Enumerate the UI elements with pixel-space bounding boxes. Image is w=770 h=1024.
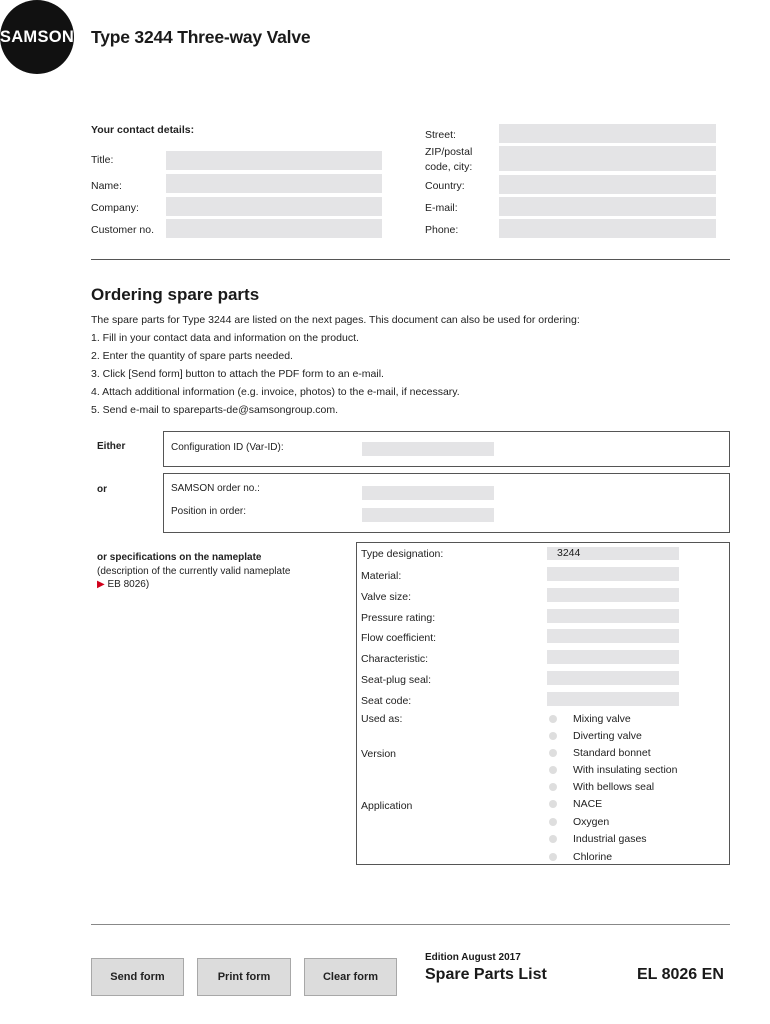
nameplate-desc-line1: (description of the currently valid nameplate	[97, 566, 291, 577]
option-mixing-valve: Mixing valve	[573, 713, 631, 725]
option-diverting-valve: Diverting valve	[573, 730, 642, 742]
option-nace: NACE	[573, 798, 603, 810]
email-input[interactable]	[499, 197, 716, 216]
radio-bellows-seal[interactable]	[549, 783, 557, 791]
radio-insulating-section[interactable]	[549, 766, 557, 774]
order-no-label: SAMSON order no.:	[171, 483, 260, 494]
zip-city-input[interactable]	[499, 146, 716, 171]
ordering-step-5: 5. Send e-mail to spareparts-de@samsongroup.com.	[91, 404, 339, 416]
pressure-rating-input[interactable]	[547, 609, 679, 623]
contact-heading: Your contact details:	[91, 124, 195, 136]
country-label: Country:	[425, 180, 465, 192]
or-label: or	[97, 484, 107, 495]
clear-form-button[interactable]: Clear form	[304, 958, 397, 996]
pressure-rating-label: Pressure rating:	[361, 612, 436, 624]
ordering-step-1: 1. Fill in your contact data and information on the product.	[91, 332, 359, 344]
option-standard-bonnet: Standard bonnet	[573, 747, 651, 759]
street-input[interactable]	[499, 124, 716, 143]
position-label: Position in order:	[171, 506, 247, 517]
divider-bottom	[91, 924, 730, 925]
ordering-intro: The spare parts for Type 3244 are listed on the next pages. This document can also be used for ordering:	[91, 314, 580, 326]
valve-size-input[interactable]	[547, 588, 679, 602]
either-label: Either	[97, 441, 126, 452]
option-industrial-gases: Industrial gases	[573, 833, 647, 845]
nameplate-desc-line2	[97, 579, 149, 590]
config-id-label: Configuration ID (Var-ID):	[171, 442, 284, 453]
material-label: Material:	[361, 570, 402, 582]
config-id-input[interactable]	[362, 442, 494, 456]
version-label: Version	[361, 748, 397, 760]
seat-plug-seal-input[interactable]	[547, 671, 679, 685]
arrow-icon: ▶	[97, 579, 105, 590]
radio-standard-bonnet[interactable]	[549, 749, 557, 757]
flow-coefficient-input[interactable]	[547, 629, 679, 643]
nameplate-ref: EB 8026)	[107, 579, 150, 590]
characteristic-input[interactable]	[547, 650, 679, 664]
used-as-label: Used as:	[361, 713, 403, 725]
logo-text: SAMSON	[0, 27, 75, 46]
street-label: Street:	[425, 129, 456, 141]
radio-diverting-valve[interactable]	[549, 732, 557, 740]
footer-title: Spare Parts List	[425, 966, 547, 983]
radio-mixing-valve[interactable]	[549, 715, 557, 723]
nameplate-heading: or specifications on the nameplate	[97, 552, 262, 563]
name-input[interactable]	[166, 174, 382, 193]
document-title: Type 3244 Three-way Valve	[91, 27, 311, 47]
characteristic-label: Characteristic:	[361, 653, 429, 665]
title-input[interactable]	[166, 151, 382, 170]
ordering-step-4: 4. Attach additional information (e.g. invoice, photos) to the e-mail, if necessary.	[91, 386, 460, 398]
country-input[interactable]	[499, 175, 716, 194]
print-form-button[interactable]: Print form	[197, 958, 291, 996]
name-label: Name:	[91, 180, 122, 192]
zip-label-line2: code, city:	[425, 161, 473, 173]
type-designation-label: Type designation:	[361, 548, 444, 560]
customer-no-input[interactable]	[166, 219, 382, 238]
radio-industrial-gases[interactable]	[549, 835, 557, 843]
type-designation-value[interactable]: 3244	[547, 547, 679, 560]
seat-code-label: Seat code:	[361, 695, 412, 707]
document-code: EL 8026 EN	[637, 966, 724, 983]
divider-top	[91, 259, 730, 260]
phone-label: Phone:	[425, 224, 459, 236]
send-form-button[interactable]: Send form	[91, 958, 184, 996]
customer-no-label: Customer no.	[91, 224, 155, 236]
option-chlorine: Chlorine	[573, 851, 613, 863]
edition-text: Edition August 2017	[425, 952, 521, 963]
title-label: Title:	[91, 154, 114, 166]
ordering-step-3: 3. Click [Send form] button to attach the PDF form to an e-mail.	[91, 368, 384, 380]
or-box	[163, 473, 730, 533]
company-label: Company:	[91, 202, 139, 214]
application-label: Application	[361, 800, 413, 812]
flow-coefficient-label: Flow coefficient:	[361, 632, 437, 644]
radio-oxygen[interactable]	[549, 818, 557, 826]
ordering-title: Ordering spare parts	[91, 285, 260, 304]
radio-chlorine[interactable]	[549, 853, 557, 861]
radio-nace[interactable]	[549, 800, 557, 808]
option-oxygen: Oxygen	[573, 816, 610, 828]
order-no-input[interactable]	[362, 486, 494, 500]
samson-logo	[0, 0, 74, 74]
company-input[interactable]	[166, 197, 382, 216]
email-label: E-mail:	[425, 202, 458, 214]
option-insulating-section: With insulating section	[573, 764, 678, 776]
ordering-step-2: 2. Enter the quantity of spare parts needed.	[91, 350, 293, 362]
material-input[interactable]	[547, 567, 679, 581]
zip-label-line1: ZIP/postal	[425, 146, 473, 158]
option-bellows-seal: With bellows seal	[573, 781, 655, 793]
valve-size-label: Valve size:	[361, 591, 411, 603]
phone-input[interactable]	[499, 219, 716, 238]
seat-code-input[interactable]	[547, 692, 679, 706]
position-input[interactable]	[362, 508, 494, 522]
seat-plug-seal-label: Seat-plug seal:	[361, 674, 432, 686]
